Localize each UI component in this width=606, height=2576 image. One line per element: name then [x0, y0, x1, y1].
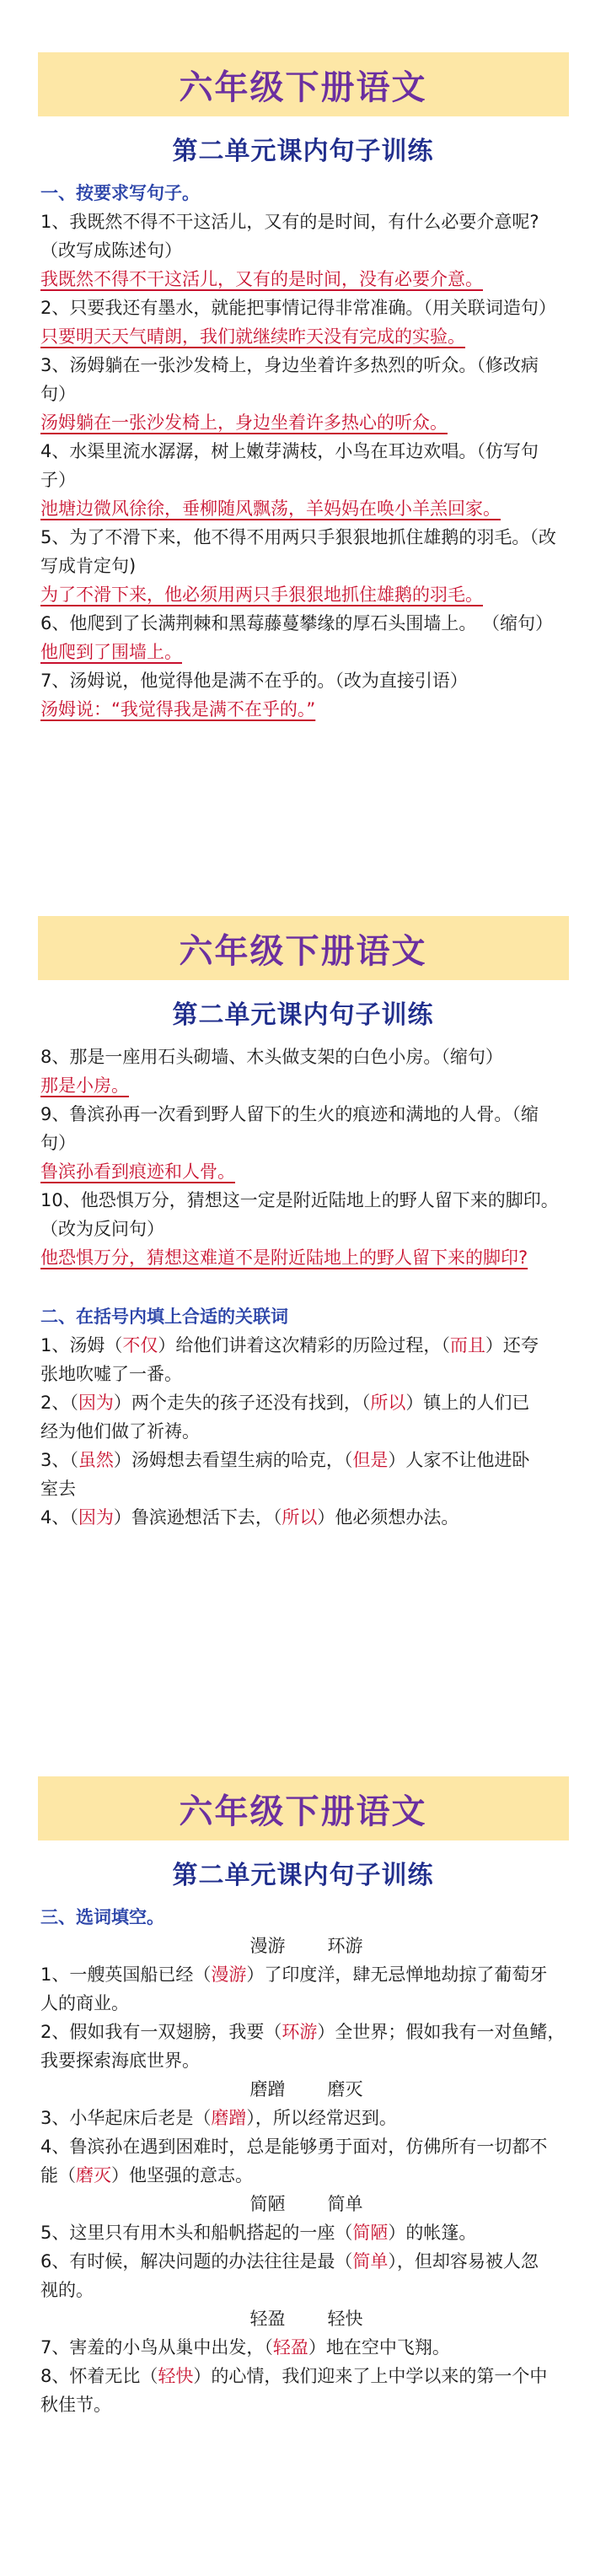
page-banner: 六年级下册语文	[38, 916, 569, 980]
answer-text: 鲁滨孙看到痕迹和人骨。	[40, 1161, 235, 1182]
answer-line	[40, 408, 572, 437]
question-line: 3、（虽然）汤姆想去看望生病的哈克，（但是）人家不让他进卧	[40, 1450, 530, 1470]
section-conjunctions	[0, 1302, 606, 1532]
section-heading: 二、在括号内填上合适的关联词	[40, 1307, 288, 1327]
question-line: 3、小华起床后老是（磨蹭），所以经常迟到。	[40, 2108, 397, 2128]
filled-answer: 因为	[78, 1393, 114, 1413]
word-pair	[40, 2075, 572, 2104]
question-line: 2、只要我还有墨水，就能把事情记得非常准确。（用关联词造句）	[40, 298, 556, 318]
answer-text: 为了不滑下来，他必须用两只手狠狠地抓住雄鹅的羽毛。	[40, 585, 483, 605]
filled-answer: 因为	[78, 1507, 114, 1528]
page-subtitle: 第二单元课内句子训练	[172, 1000, 434, 1030]
filled-answer: 轻快	[158, 2366, 194, 2386]
answer-line	[40, 1071, 572, 1100]
question-line: 能（磨灭）他坚强的意志。	[40, 2165, 253, 2185]
word-option: 简单	[327, 2194, 363, 2214]
question-line: 秋佳节。	[40, 2395, 111, 2415]
answer-line	[40, 265, 572, 294]
question-line: （改写成陈述句）	[40, 240, 182, 261]
question-line: 2、（因为）两个走失的孩子还没有找到，（所以）镇上的人们已	[40, 1393, 530, 1413]
question-line: 句）	[40, 384, 76, 404]
question-line: 8、那是一座用石头砌墙、木头做支架的白色小房。（缩句）	[40, 1047, 503, 1067]
worksheet-page-1	[0, 52, 606, 724]
page-banner: 六年级下册语文	[38, 1776, 569, 1840]
question-line: 1、我既然不得不干这活儿，又有的是时间，有什么必要介意呢?	[40, 212, 539, 232]
filled-answer: 环游	[282, 2022, 318, 2042]
answer-line	[40, 638, 572, 666]
answer-text: 只要明天天气晴朗，我们就继续昨天没有完成的实验。	[40, 326, 465, 347]
page-banner: 六年级下册语文	[38, 52, 569, 116]
question-line: 人的商业。	[40, 1993, 129, 2013]
filled-answer: 简陋	[352, 2223, 389, 2243]
question-line: 6、有时候，解决问题的办法往往是最（简单），但却容易被人忽	[40, 2251, 539, 2272]
question-line: 7、害羞的小鸟从巢中出发，（轻盈）地在空中飞翔。	[40, 2337, 450, 2358]
answer-text: 我既然不得不干这活儿，又有的是时间，没有必要介意。	[40, 269, 483, 289]
question-line: 6、他爬到了长满荆棘和黑莓藤蔓攀缘的厚石头围墙上。 （缩句）	[40, 613, 554, 633]
question-line: 4、（因为）鲁滨逊想活下去，（所以）他必须想办法。	[40, 1507, 459, 1528]
section-heading: 三、选词填空。	[40, 1907, 164, 1927]
answer-text: 汤姆说：“我觉得我是满不在乎的。”	[40, 699, 316, 719]
word-option: 环游	[327, 1936, 363, 1956]
question-line: 句）	[40, 1133, 76, 1153]
question-line: 张地吹嘘了一番。	[40, 1364, 182, 1384]
word-option: 简陋	[249, 2194, 286, 2214]
question-line: 2、假如我有一双翅膀，我要（环游）全世界；假如我有一对鱼鳍，	[40, 2022, 566, 2042]
question-line: 室去	[40, 1479, 76, 1499]
filled-answer: 不仅	[122, 1335, 158, 1355]
question-line: 4、鲁滨孙在遇到困难时，总是能够勇于面对，仿佛所有一切都不	[40, 2137, 548, 2157]
question-line: 经为他们做了祈祷。	[40, 1421, 200, 1442]
worksheet-page-2	[0, 916, 606, 1532]
word-pair	[40, 2190, 572, 2218]
filled-answer: 磨灭	[76, 2165, 111, 2185]
question-line: 子）	[40, 470, 76, 490]
word-option: 轻快	[327, 2309, 363, 2329]
question-line: 10、他恐惧万分，猜想这一定是附近陆地上的野人留下来的脚印。	[40, 1190, 559, 1210]
filled-answer: 虽然	[78, 1450, 114, 1470]
question-line: 8、怀着无比（轻快）的心情，我们迎来了上中学以来的第一个中	[40, 2366, 548, 2386]
question-line: 写成肯定句)	[40, 556, 137, 576]
question-line: 4、水渠里流水潺潺，树上嫩芽满枝，小鸟在耳边欢唱。（仿写句	[40, 441, 539, 461]
page-subtitle: 第二单元课内句子训练	[172, 1861, 434, 1890]
page-subtitle: 第二单元课内句子训练	[172, 137, 434, 166]
filled-answer: 但是	[352, 1450, 389, 1470]
answer-line	[40, 695, 572, 724]
filled-answer: 所以	[370, 1393, 406, 1413]
section-word-choice	[0, 1903, 606, 2419]
section-heading: 一、按要求写句子。	[40, 183, 200, 203]
filled-answer: 简单	[352, 2251, 389, 2272]
answer-text: 汤姆躺在一张沙发椅上，身边坐着许多热心的听众。	[40, 412, 448, 433]
filled-answer: 磨蹭	[211, 2108, 247, 2128]
answer-text: 他爬到了围墙上。	[40, 642, 182, 662]
answer-text: 他恐惧万分，猜想这难道不是附近陆地上的野人留下来的脚印?	[40, 1248, 528, 1268]
word-pair	[40, 2304, 572, 2333]
worksheet-page-3	[0, 1776, 606, 2419]
filled-answer: 而且	[449, 1335, 485, 1355]
question-line: 1、一艘英国船已经（漫游）了印度洋，肆无忌惮地劫掠了葡萄牙	[40, 1964, 548, 1985]
filled-answer: 所以	[282, 1507, 318, 1528]
filled-answer: 轻盈	[272, 2337, 308, 2358]
question-line: 5、为了不滑下来，他不得不用两只手狠狠地抓住雄鹅的羽毛。（改	[40, 527, 556, 547]
word-option: 磨灭	[327, 2079, 363, 2099]
answer-line	[40, 1157, 572, 1186]
answer-line	[40, 1243, 572, 1272]
filled-answer: 漫游	[211, 1964, 247, 1985]
question-line: （改为反问句）	[40, 1219, 164, 1239]
question-line: 1、汤姆（不仅）给他们讲着这次精彩的历险过程，（而且）还夸	[40, 1335, 539, 1355]
question-line: 我要探索海底世界。	[40, 2051, 200, 2071]
question-line: 7、汤姆说，他觉得他是满不在乎的。（改为直接引语）	[40, 671, 468, 691]
word-pair	[40, 1932, 572, 1960]
question-line: 5、这里只有用木头和船帆搭起的一座（简陋）的帐篷。	[40, 2223, 477, 2243]
word-option: 磨蹭	[249, 2079, 286, 2099]
word-option: 轻盈	[249, 2309, 286, 2329]
answer-line	[40, 322, 572, 351]
answer-text: 那是小房。	[40, 1075, 129, 1096]
answer-line	[40, 580, 572, 609]
question-line: 3、汤姆躺在一张沙发椅上，身边坐着许多热烈的听众。（修改病	[40, 355, 539, 375]
question-line: 9、鲁滨孙再一次看到野人留下的生火的痕迹和满地的人骨。（缩	[40, 1104, 539, 1124]
word-option: 漫游	[249, 1936, 286, 1956]
answer-text: 池塘边微风徐徐，垂柳随风飘荡，羊妈妈在唤小羊羔回家。	[40, 498, 501, 519]
section-rewrite-sentences-cont	[0, 1043, 606, 1272]
section-rewrite-sentences	[0, 179, 606, 724]
answer-line	[40, 494, 572, 523]
question-line: 视的。	[40, 2280, 94, 2300]
